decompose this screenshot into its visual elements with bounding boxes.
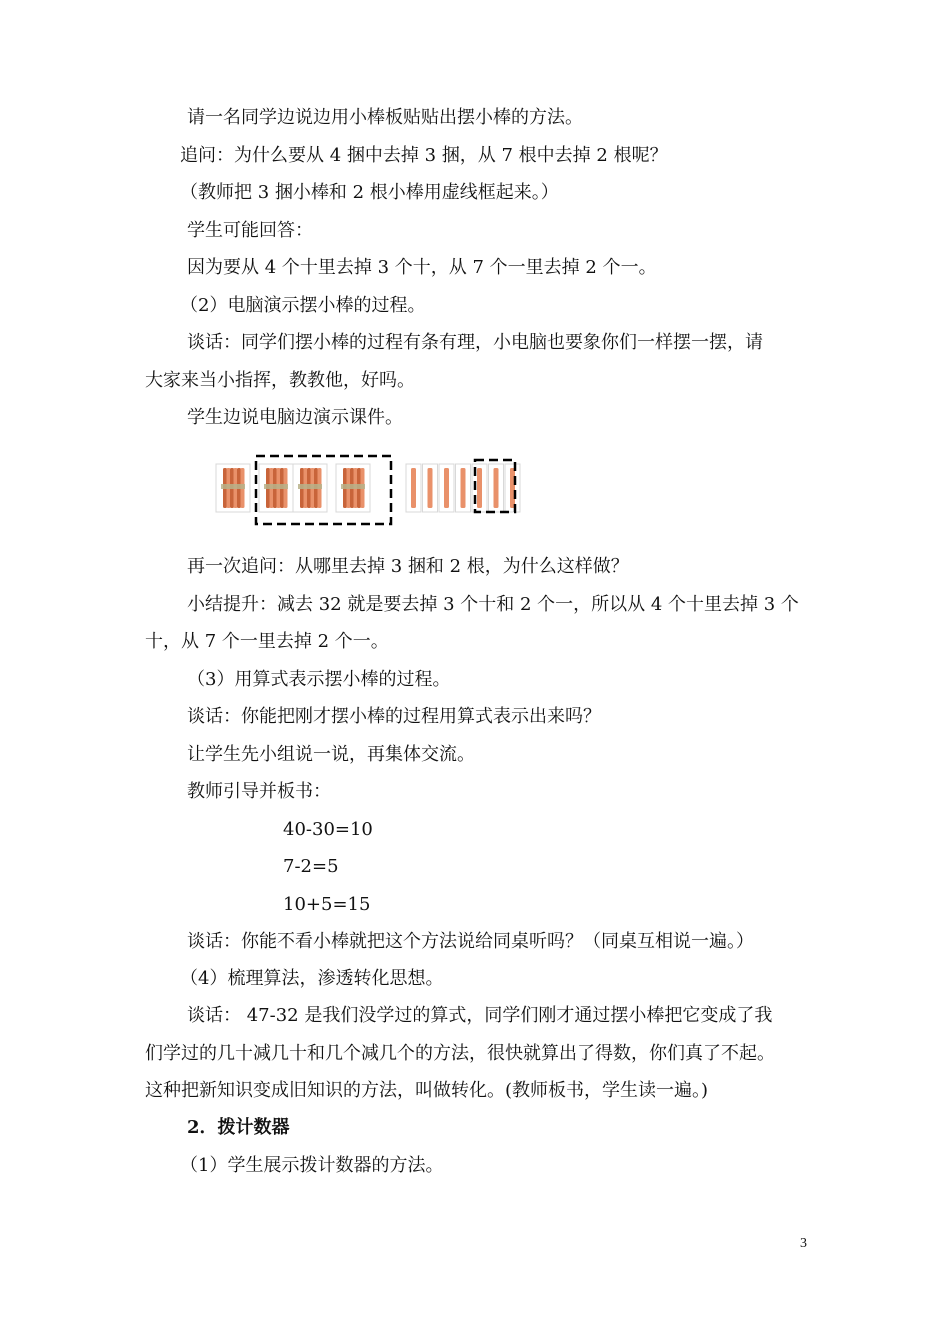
paragraph-line: 学生边说电脑边演示课件。 (187, 407, 403, 428)
subsection-heading: 2．拨计数器 (187, 1117, 290, 1138)
paragraph-line: 教师引导并板书： (187, 781, 331, 802)
paragraph-line: （教师把 3 捆小棒和 2 根小棒用虚线框起来。） (180, 182, 559, 203)
single-stick (411, 468, 416, 508)
stick-bundle (259, 464, 293, 512)
section-heading: （2）电脑演示摆小棒的过程。 (180, 295, 426, 316)
single-stick (461, 468, 466, 508)
paragraph-line: 追问：为什么要从 4 捆中去掉 3 捆，从 7 根中去掉 2 根呢？ (180, 145, 668, 166)
equation: 7-2=5 (283, 856, 339, 877)
paragraph-line: 这种把新知识变成旧知识的方法，叫做转化。(教师板书，学生读一遍。) (145, 1080, 709, 1101)
paragraph-line: 们学过的几十减几十和几个减几个的方法，很快就算出了得数，你们真了不起。 (145, 1043, 775, 1064)
page-number: 3 (800, 1236, 807, 1251)
paragraph-line: 再一次追问：从哪里去掉 3 捆和 2 根，为什么这样做？ (187, 556, 629, 577)
paragraph-line: 请一名同学边说边用小棒板贴贴出摆小棒的方法。 (187, 107, 583, 128)
paragraph-line: 大家来当小指挥，教教他，好吗。 (145, 370, 415, 391)
section-heading: （3）用算式表示摆小棒的过程。 (187, 669, 451, 690)
single-stick (510, 468, 515, 508)
paragraph-line: 谈话：你能把刚才摆小棒的过程用算式表示出来吗？ (187, 706, 601, 727)
paragraph-line: 小结提升：减去 32 就是要去掉 3 个十和 2 个一，所以从 4 个十里去掉 3 个 (187, 594, 799, 615)
equation: 10+5=15 (283, 894, 371, 915)
paragraph-line: 谈话：同学们摆小棒的过程有条有理，小电脑也要象你们一样摆一摆，请 (187, 332, 763, 353)
single-stick (494, 468, 499, 508)
single-stick (477, 468, 482, 508)
section-heading: （4）梳理算法，渗透转化思想。 (180, 968, 444, 989)
paragraph-line: 让学生先小组说一说，再集体交流。 (187, 744, 475, 765)
equation: 40-30=10 (283, 819, 373, 840)
stick-bundle (216, 464, 250, 512)
paragraph-line: 因为要从 4 个十里去掉 3 个十，从 7 个一里去掉 2 个一。 (187, 257, 657, 278)
stick-bundle (293, 464, 327, 512)
single-stick (428, 468, 433, 508)
section-heading: （1）学生展示拨计数器的方法。 (180, 1155, 444, 1176)
stick-bundle (336, 464, 370, 512)
single-stick (444, 468, 449, 508)
paragraph-line: 十，从 7 个一里去掉 2 个一。 (145, 631, 389, 652)
paragraph-line: 学生可能回答： (187, 220, 313, 241)
paragraph-line: 谈话： 47-32 是我们没学过的算式，同学们刚才通过摆小棒把它变成了我 (187, 1005, 773, 1026)
stick-bundles-figure (212, 452, 522, 532)
paragraph-line: 谈话：你能不看小棒就把这个方法说给同桌听吗？（同桌互相说一遍。） (187, 931, 754, 952)
